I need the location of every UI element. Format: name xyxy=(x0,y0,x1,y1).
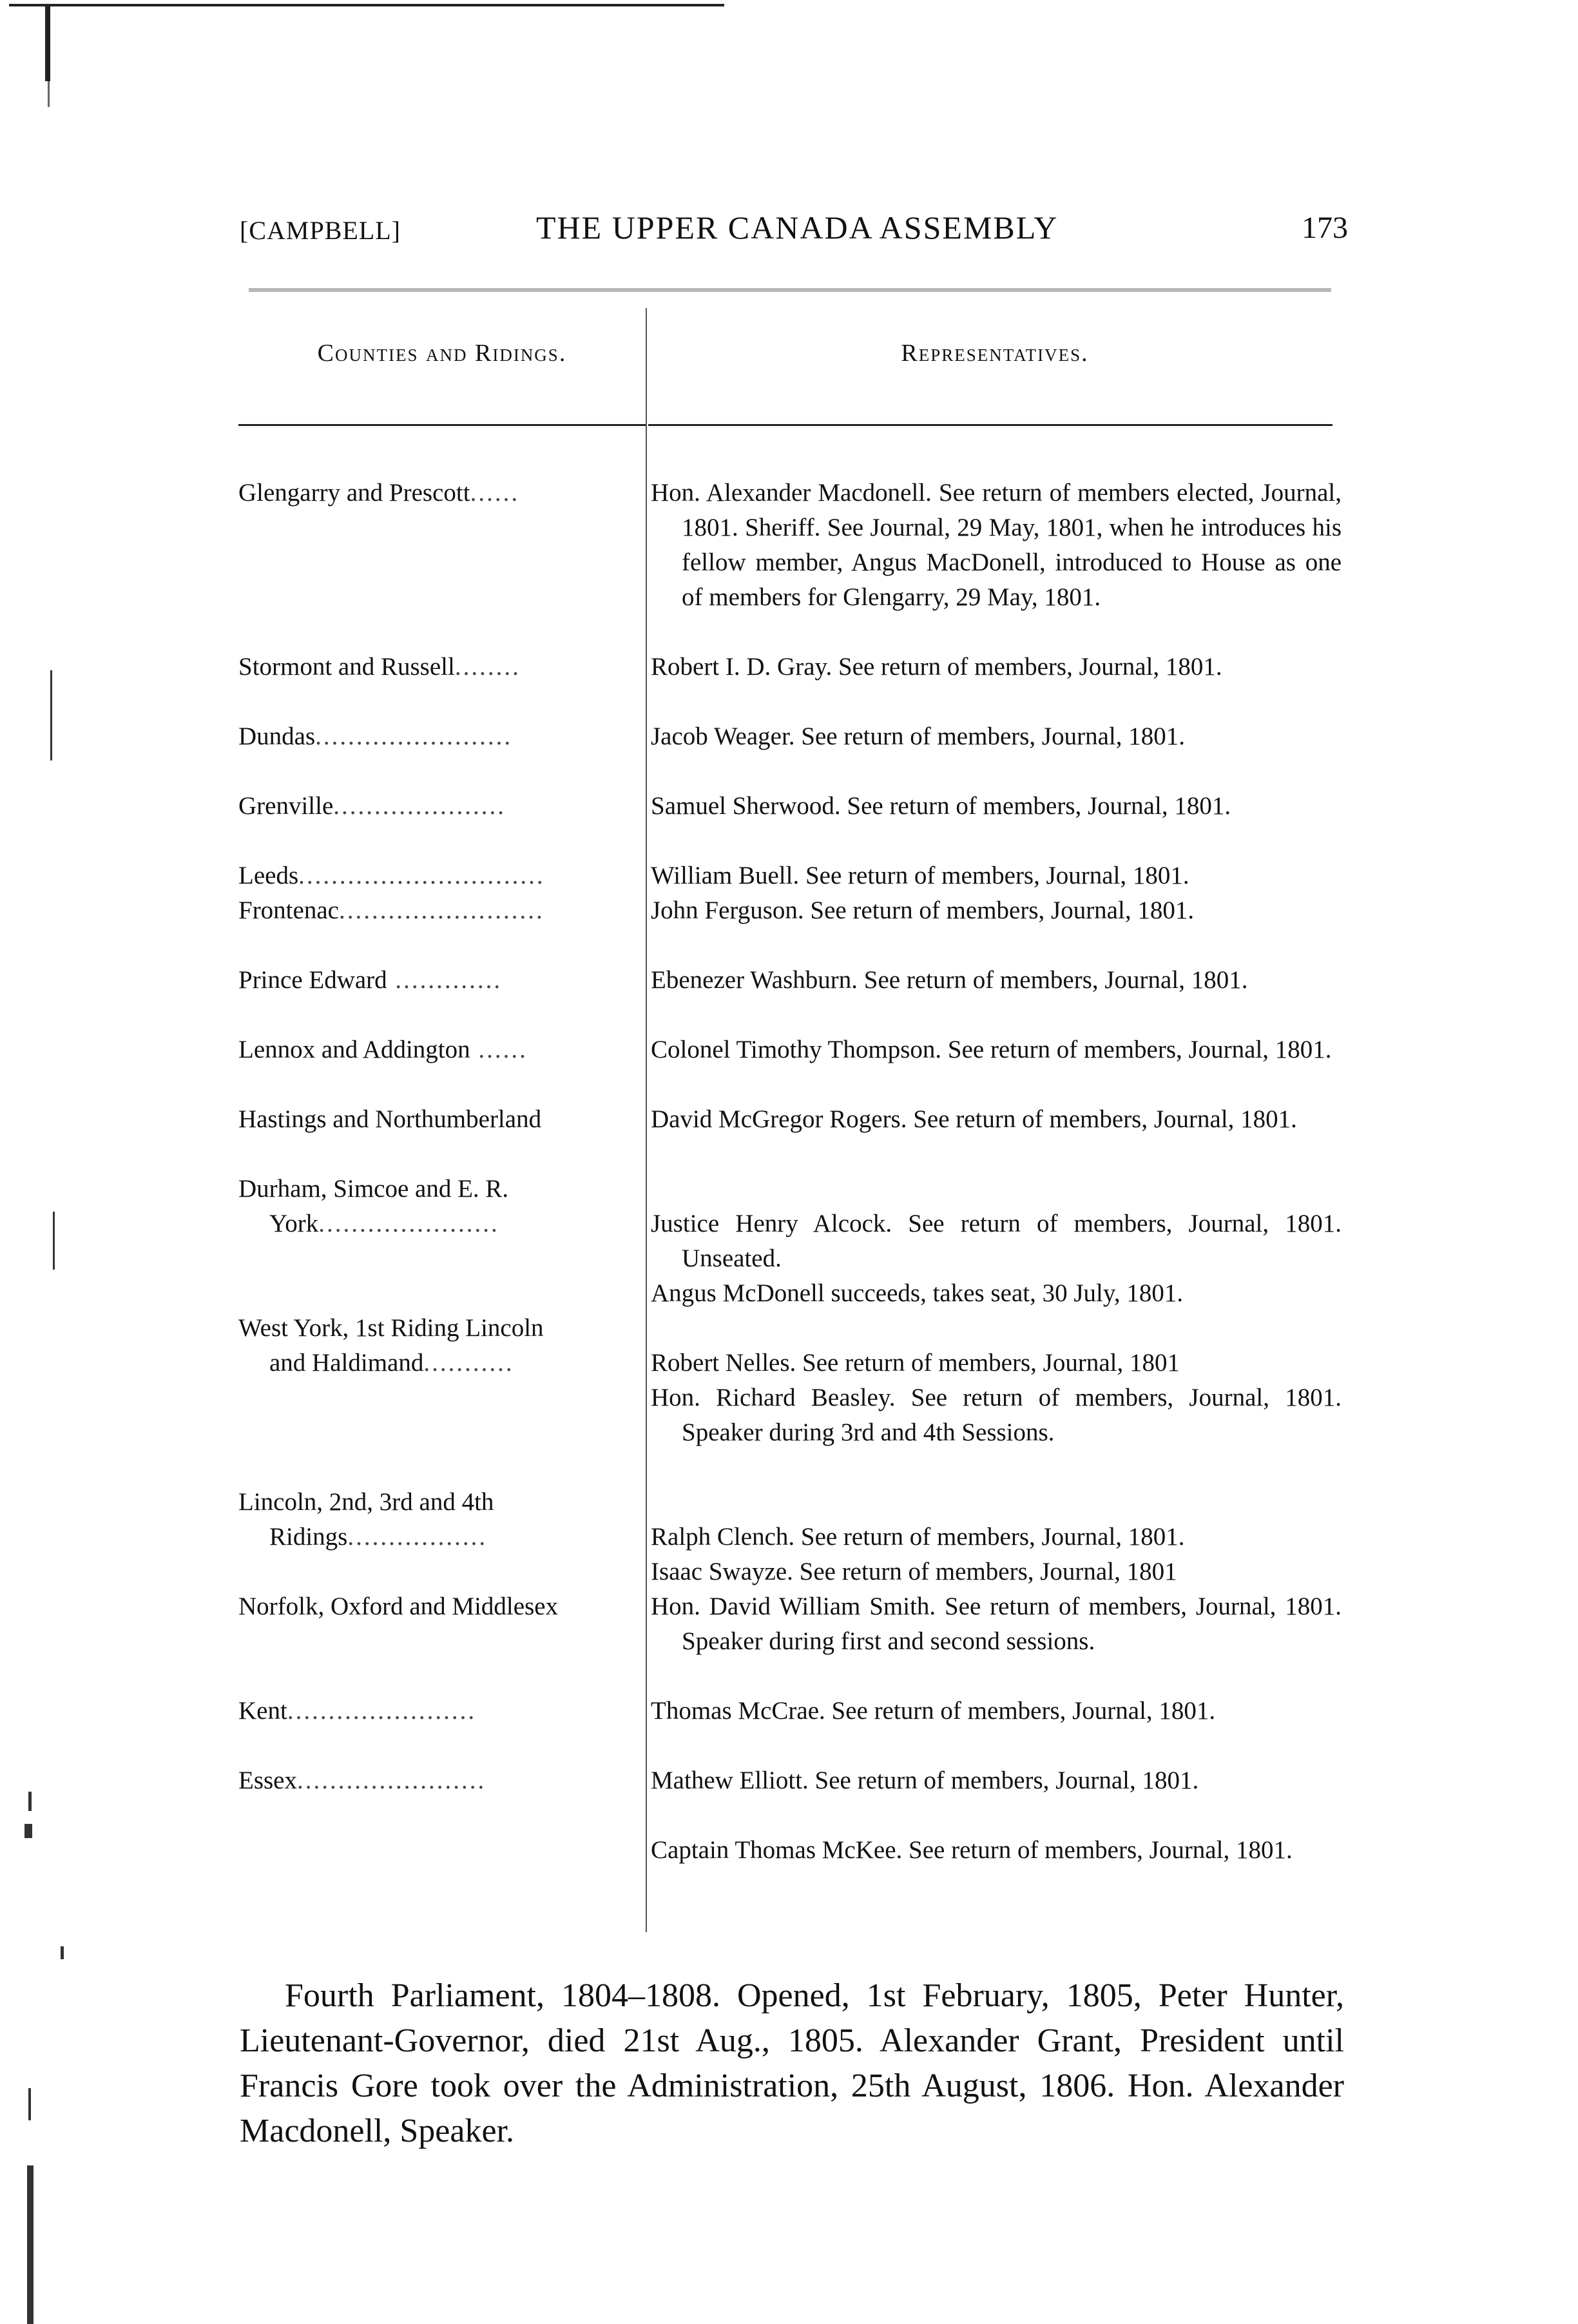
county-name: Ridings................. xyxy=(269,1523,488,1551)
county-name: Kent....................... xyxy=(238,1697,477,1725)
header-rule-left xyxy=(238,424,646,426)
representative-entry: David McGregor Rogers. See return of members, Journal, 1801. xyxy=(651,1105,1297,1133)
representative-entry: Hon. Richard Beasley. See return of members, Journal, 1801. Speaker during 3rd and 4th Sessions. xyxy=(651,1384,1342,1446)
margin-mark xyxy=(27,2165,34,2324)
margin-mark xyxy=(28,2088,31,2120)
margin-mark xyxy=(28,1792,32,1811)
table-top-rule xyxy=(249,289,1331,291)
representative-entry: Robert Nelles. See return of members, Journal, 1801 xyxy=(651,1349,1180,1377)
county-name: Frontenac......................... xyxy=(238,896,544,924)
margin-mark xyxy=(50,670,52,760)
county-name: Dundas........................ xyxy=(238,722,513,750)
county-name: Norfolk, Oxford and Middlesex xyxy=(238,1593,559,1620)
county-name: Hastings and Northumberland xyxy=(238,1105,542,1133)
representative-entry: Captain Thomas McKee. See return of members, Journal, 1801. xyxy=(651,1836,1293,1864)
county-name: Essex....................... xyxy=(238,1767,486,1794)
county-name: and Haldimand........... xyxy=(269,1349,514,1377)
representative-entry: John Ferguson. See return of members, Journal, 1801. xyxy=(651,896,1195,924)
header-rule-right xyxy=(648,424,1333,426)
margin-mark xyxy=(61,1946,64,1959)
column-divider xyxy=(646,308,647,1932)
representative-entry: Samuel Sherwood. See return of members, Journal, 1801. xyxy=(651,792,1231,820)
running-head-title: THE UPPER CANADA ASSEMBLY xyxy=(536,209,1059,246)
county-name-line1: West York, 1st Riding Lincoln xyxy=(238,1314,544,1342)
column-header-counties: Counties and Ridings. xyxy=(317,340,567,367)
column-header-representatives: Representatives. xyxy=(901,340,1089,367)
representative-entry: Isaac Swayze. See return of members, Journal, 1801 xyxy=(651,1558,1177,1585)
representative-entry: Ralph Clench. See return of members, Journal, 1801. xyxy=(651,1523,1185,1551)
top-edge-mark-tail xyxy=(48,81,50,107)
running-head-author: [CAMPBELL] xyxy=(240,216,401,245)
county-name-line1: Durham, Simcoe and E. R. xyxy=(238,1175,509,1203)
representative-entry: Justice Henry Alcock. See return of members, Journal, 1801. Unseated. xyxy=(651,1210,1342,1272)
top-edge-rule xyxy=(9,4,724,6)
representative-entry: Mathew Elliott. See return of members, Journal, 1801. xyxy=(651,1767,1199,1794)
representative-entry: Colonel Timothy Thompson. See return of members, Journal, 1801. xyxy=(651,1036,1332,1063)
county-name: Leeds.............................. xyxy=(238,862,545,889)
representative-entry: Angus McDonell succeeds, takes seat, 30 July, 1801. xyxy=(651,1279,1184,1307)
county-name: Glengarry and Prescott...... xyxy=(238,479,520,507)
county-name: Grenville..................... xyxy=(238,792,506,820)
top-edge-mark xyxy=(45,4,50,81)
county-name: Stormont and Russell........ xyxy=(238,653,521,681)
representatives-table xyxy=(238,289,1342,1915)
representative-entry: Jacob Weager. See return of members, Journal, 1801. xyxy=(651,722,1185,750)
county-name: Prince Edward ............. xyxy=(238,966,503,994)
representative-entry: Ebenezer Washburn. See return of members, Journal, 1801. xyxy=(651,966,1248,994)
margin-mark xyxy=(53,1212,55,1270)
representative-entry: Thomas McCrae. See return of members, Journal, 1801. xyxy=(651,1697,1216,1725)
county-name: Lennox and Addington ...... xyxy=(238,1036,528,1063)
margin-mark xyxy=(24,1824,32,1838)
county-name-line1: Lincoln, 2nd, 3rd and 4th xyxy=(238,1488,494,1516)
representative-entry: Hon. David William Smith. See return of members, Journal, 1801. Speaker during first and second sessions. xyxy=(651,1593,1342,1655)
representative-entry: Hon. Alexander Macdonell. See return of members elected, Journal, 1801. Sheriff. See Journal, 29 May, 1801, when he introduces his fellow member, Angus MacDonell, introduced to House as one of members for Glengarry, 29 May, 1801. xyxy=(651,479,1342,611)
page-number: 173 xyxy=(1302,211,1348,245)
representative-entry: William Buell. See return of members, Journal, 1801. xyxy=(651,862,1189,889)
running-head xyxy=(240,209,1348,254)
county-name: York...................... xyxy=(269,1210,499,1237)
representative-entry: Robert I. D. Gray. See return of members, Journal, 1801. xyxy=(651,653,1222,681)
fourth-parliament-paragraph: Fourth Parliament, 1804–1808. Opened, 1st February, 1805, Peter Hunter, Lieutenant-Governor, died 21st Aug., 1805. Alexander Grant, President until Francis Gore took over the Administration, 25th August, 1806. Hon. Alexander Macdonell, Speaker. xyxy=(240,1977,1344,2149)
